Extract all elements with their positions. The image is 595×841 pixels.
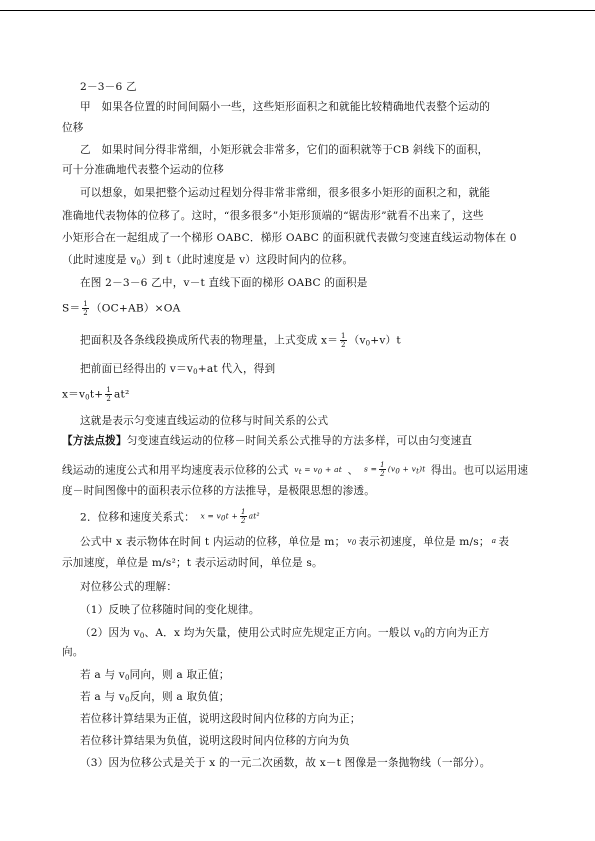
para-formula-summary: 这就是表示匀变速直线运动的位移与时间关系的公式 xyxy=(80,415,329,427)
section-2-heading: 2．位移和速度关系式： $x = v_0t$ + $\frac{1}{2}$ at² xyxy=(80,508,260,525)
fraction-half: $\frac{1}{2}$ xyxy=(341,332,346,349)
formula-area: S＝ $\frac{1}{2}$ （OC+AB）×OA xyxy=(62,300,181,317)
displacement-formula: $x = v_0t$ + $\frac{1}{2}$ at² xyxy=(200,508,260,525)
formula-explain-line2: 示加速度，单位是 m/s²；t 表示运动时间，单位是 s。 xyxy=(62,557,323,569)
method-tip-line2: 线运动的速度公式和用平均速度表示位移的公式 $v_t = v_0$ + at 、 s = $\frac{1}{2}$ $(v_0 + v_t)t$ 得出。也可以运用速 xyxy=(62,461,529,478)
fraction-half: $\frac{1}{2}$ xyxy=(106,386,112,403)
figure-caption: 2－3－6 乙 xyxy=(80,81,137,93)
method-tip-label: 【方法点拨】 xyxy=(62,435,127,447)
understanding-heading: 对位移公式的理解： xyxy=(80,581,178,593)
point-3: （3）因为位移公式是关于 x 的一元二次函数，故 x－t 图像是一条抛物线（一部分）。 xyxy=(80,757,491,769)
para-jia-line1: 甲 如果各位置的时间间隔小一些，这些矩形面积之和就能比较精确地代表整个运动的 xyxy=(80,101,491,113)
point-2-line2: 向。 xyxy=(62,646,84,658)
rule-same-direction: 若 a 与 $v_0$同向，则 a 取正值； xyxy=(80,669,230,682)
point-2-line1: （2）因为 $v_0$、A．x 均为矢量，使用公式时应先规定正方向。一般以 $v_0$的方向为正方 xyxy=(80,627,490,640)
point-1: （1）反映了位移随时间的变化规律。 xyxy=(80,604,260,616)
rule-opposite-direction: 若 a 与 $v_0$反向，则 a 取负值； xyxy=(80,691,230,704)
para-imagine-line2: 准确地代表物体的位移了。这时，“很多很多”小矩形顶端的“锯齿形”就看不出来了，这些 xyxy=(62,210,484,222)
para-imagine-line3: 小矩形合在一起组成了一个梯形 OABC．梯形 OABC 的面积就代表做匀变速直线运动物体在 0 xyxy=(62,232,517,244)
formula-displacement: $x=v_0t+$ $\frac{1}{2}$ at² xyxy=(62,386,130,403)
method-tip-line3: 度－时间图像中的面积表示位移的方法推导，是极限思想的渗透。 xyxy=(62,485,376,497)
para-jia-line2: 位移 xyxy=(62,122,84,134)
para-yi-line1: 乙 如果时间分得非常细，小矩形就会非常多，它们的面积就等于CB 斜线下的面积， xyxy=(80,144,489,156)
average-velocity-formula: s = $\frac{1}{2}$ $(v_0 + v_t)t$ xyxy=(363,461,426,478)
header-rule xyxy=(0,10,595,11)
para-plug-in: 把前面已经得出的 $v=v_0+at$ 代入，得到 xyxy=(80,363,276,376)
para-imagine-line1: 可以想象，如果把整个运动过程划分得非常非常细，很多很多小矩形的面积之和，就能 xyxy=(80,187,491,199)
method-tip-line1: 【方法点拨】匀变速直线运动的位移－时间关系公式推导的方法多样，可以由匀变速直 xyxy=(62,435,473,447)
rule-negative-result: 若位移计算结果为负值，说明这段时间内位移的方向为负 xyxy=(80,735,350,747)
para-yi-line2: 可十分准确地代表整个运动的位移 xyxy=(62,164,224,176)
fraction-half: $\frac{1}{2}$ xyxy=(83,300,88,317)
formula-explain-line1: 公式中 x 表示物体在时间 t 内运动的位移，单位是 m； $v_0$ 表示初速度，单位是 m/s； a 表 xyxy=(80,536,510,548)
velocity-formula: $v_t = v_0$ + at xyxy=(294,464,342,476)
para-substitute: 把面积及各条线段换成所代表的物理量，上式变成 x＝ $\frac{1}{2}$ $(v_0+v)t$ xyxy=(80,332,401,349)
para-imagine-line4: （此时速度是 $v_0$）到 t（此时速度是 v）这段时间内的位移。 xyxy=(62,254,354,267)
para-trapezoid-intro: 在图 2－3－6 乙中，v－t 直线下面的梯形 OABC 的面积是 xyxy=(80,277,368,289)
rule-positive-result: 若位移计算结果为正值，说明这段时间内位移的方向为正； xyxy=(80,713,361,725)
